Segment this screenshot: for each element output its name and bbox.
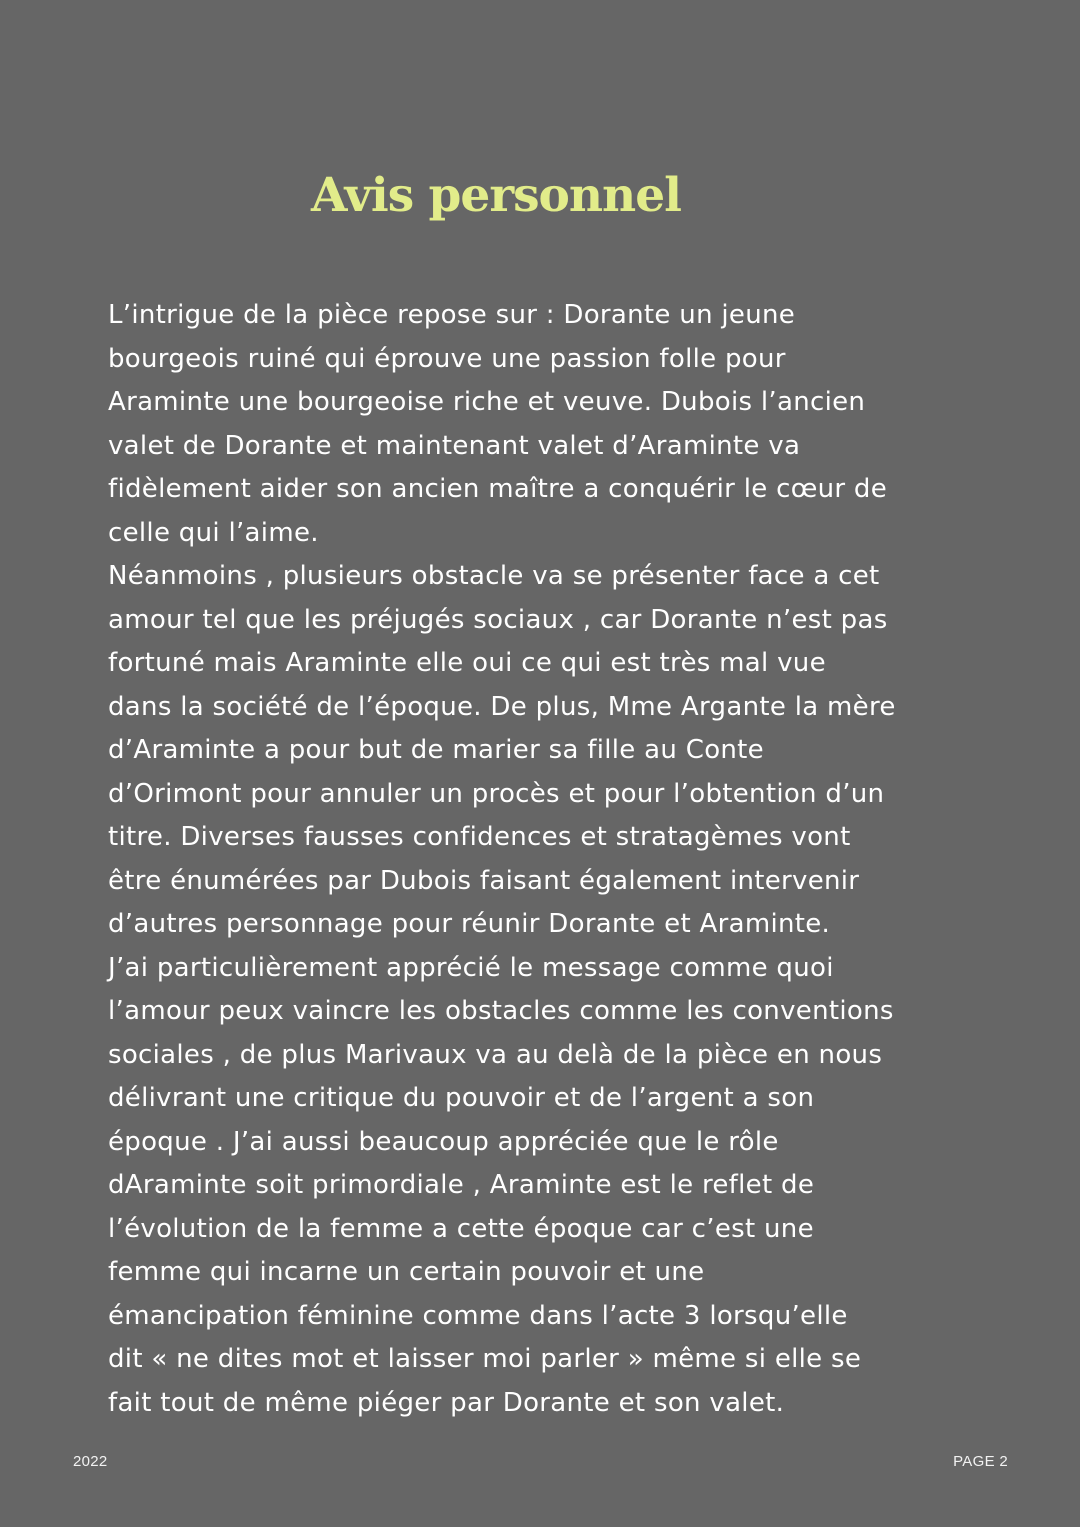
body-text: [108, 294, 1008, 1425]
text-line: dit « ne dites mot et laisser moi parler » même si elle se: [108, 1344, 862, 1374]
text-line: fait tout de même piéger par Dorante et son valet.: [108, 1387, 785, 1418]
text-line: titre. Diverses fausses confidences et stratagèmes vont: [108, 822, 851, 852]
text-line: dans la société de l’époque. De plus, Mme Argante la mère: [108, 691, 896, 722]
text-line: Araminte une bourgeoise riche et veuve. Dubois l’ancien: [108, 387, 866, 417]
footer-page-number: PAGE 2: [953, 1453, 1008, 1470]
text-line: femme qui incarne un certain pouvoir et une: [108, 1257, 705, 1287]
text-line: bourgeois ruiné qui éprouve une passion folle pour: [108, 343, 786, 374]
text-line: dAraminte soit primordiale , Araminte est le reflet de: [108, 1170, 815, 1200]
footer-year: 2022: [73, 1453, 108, 1470]
text-line: émancipation féminine comme dans l’acte 3 lorsqu’elle: [108, 1300, 848, 1331]
text-line: d’Araminte a pour but de marier sa fille au Conte: [108, 735, 764, 765]
text-line: celle qui l’aime.: [108, 517, 319, 548]
text-line: L’intrigue de la pièce repose sur : Dorante un jeune: [108, 300, 796, 330]
text-line: J’ai particulièrement apprécié le message comme quoi: [108, 952, 834, 983]
text-line: d’Orimont pour annuler un procès et pour l’obtention d’un: [108, 778, 885, 809]
text-line: époque . J’ai aussi beaucoup appréciée que le rôle: [108, 1126, 779, 1157]
text-line: amour tel que les préjugés sociaux , car Dorante n’est pas: [108, 604, 888, 635]
text-line: délivrant une critique du pouvoir et de l’argent a son: [108, 1083, 815, 1113]
text-line: l’évolution de la femme a cette époque car c’est une: [108, 1213, 814, 1244]
text-line: être énumérées par Dubois faisant également intervenir: [108, 865, 860, 896]
text-line: Néanmoins , plusieurs obstacle va se présenter face a cet: [108, 561, 880, 591]
text-line: fidèlement aider son ancien maître a conquérir le cœur de: [108, 474, 888, 504]
text-line: valet de Dorante et maintenant valet d’Araminte va: [108, 430, 801, 461]
text-line: sociales , de plus Marivaux va au delà de la pièce en nous: [108, 1039, 883, 1070]
page-title: Avis personnel: [311, 168, 681, 223]
text-line: l’amour peux vaincre les obstacles comme les conventions: [108, 996, 894, 1026]
text-line: d’autres personnage pour réunir Dorante et Araminte.: [108, 909, 831, 939]
text-line: fortuné mais Araminte elle oui ce qui est très mal vue: [108, 648, 826, 678]
